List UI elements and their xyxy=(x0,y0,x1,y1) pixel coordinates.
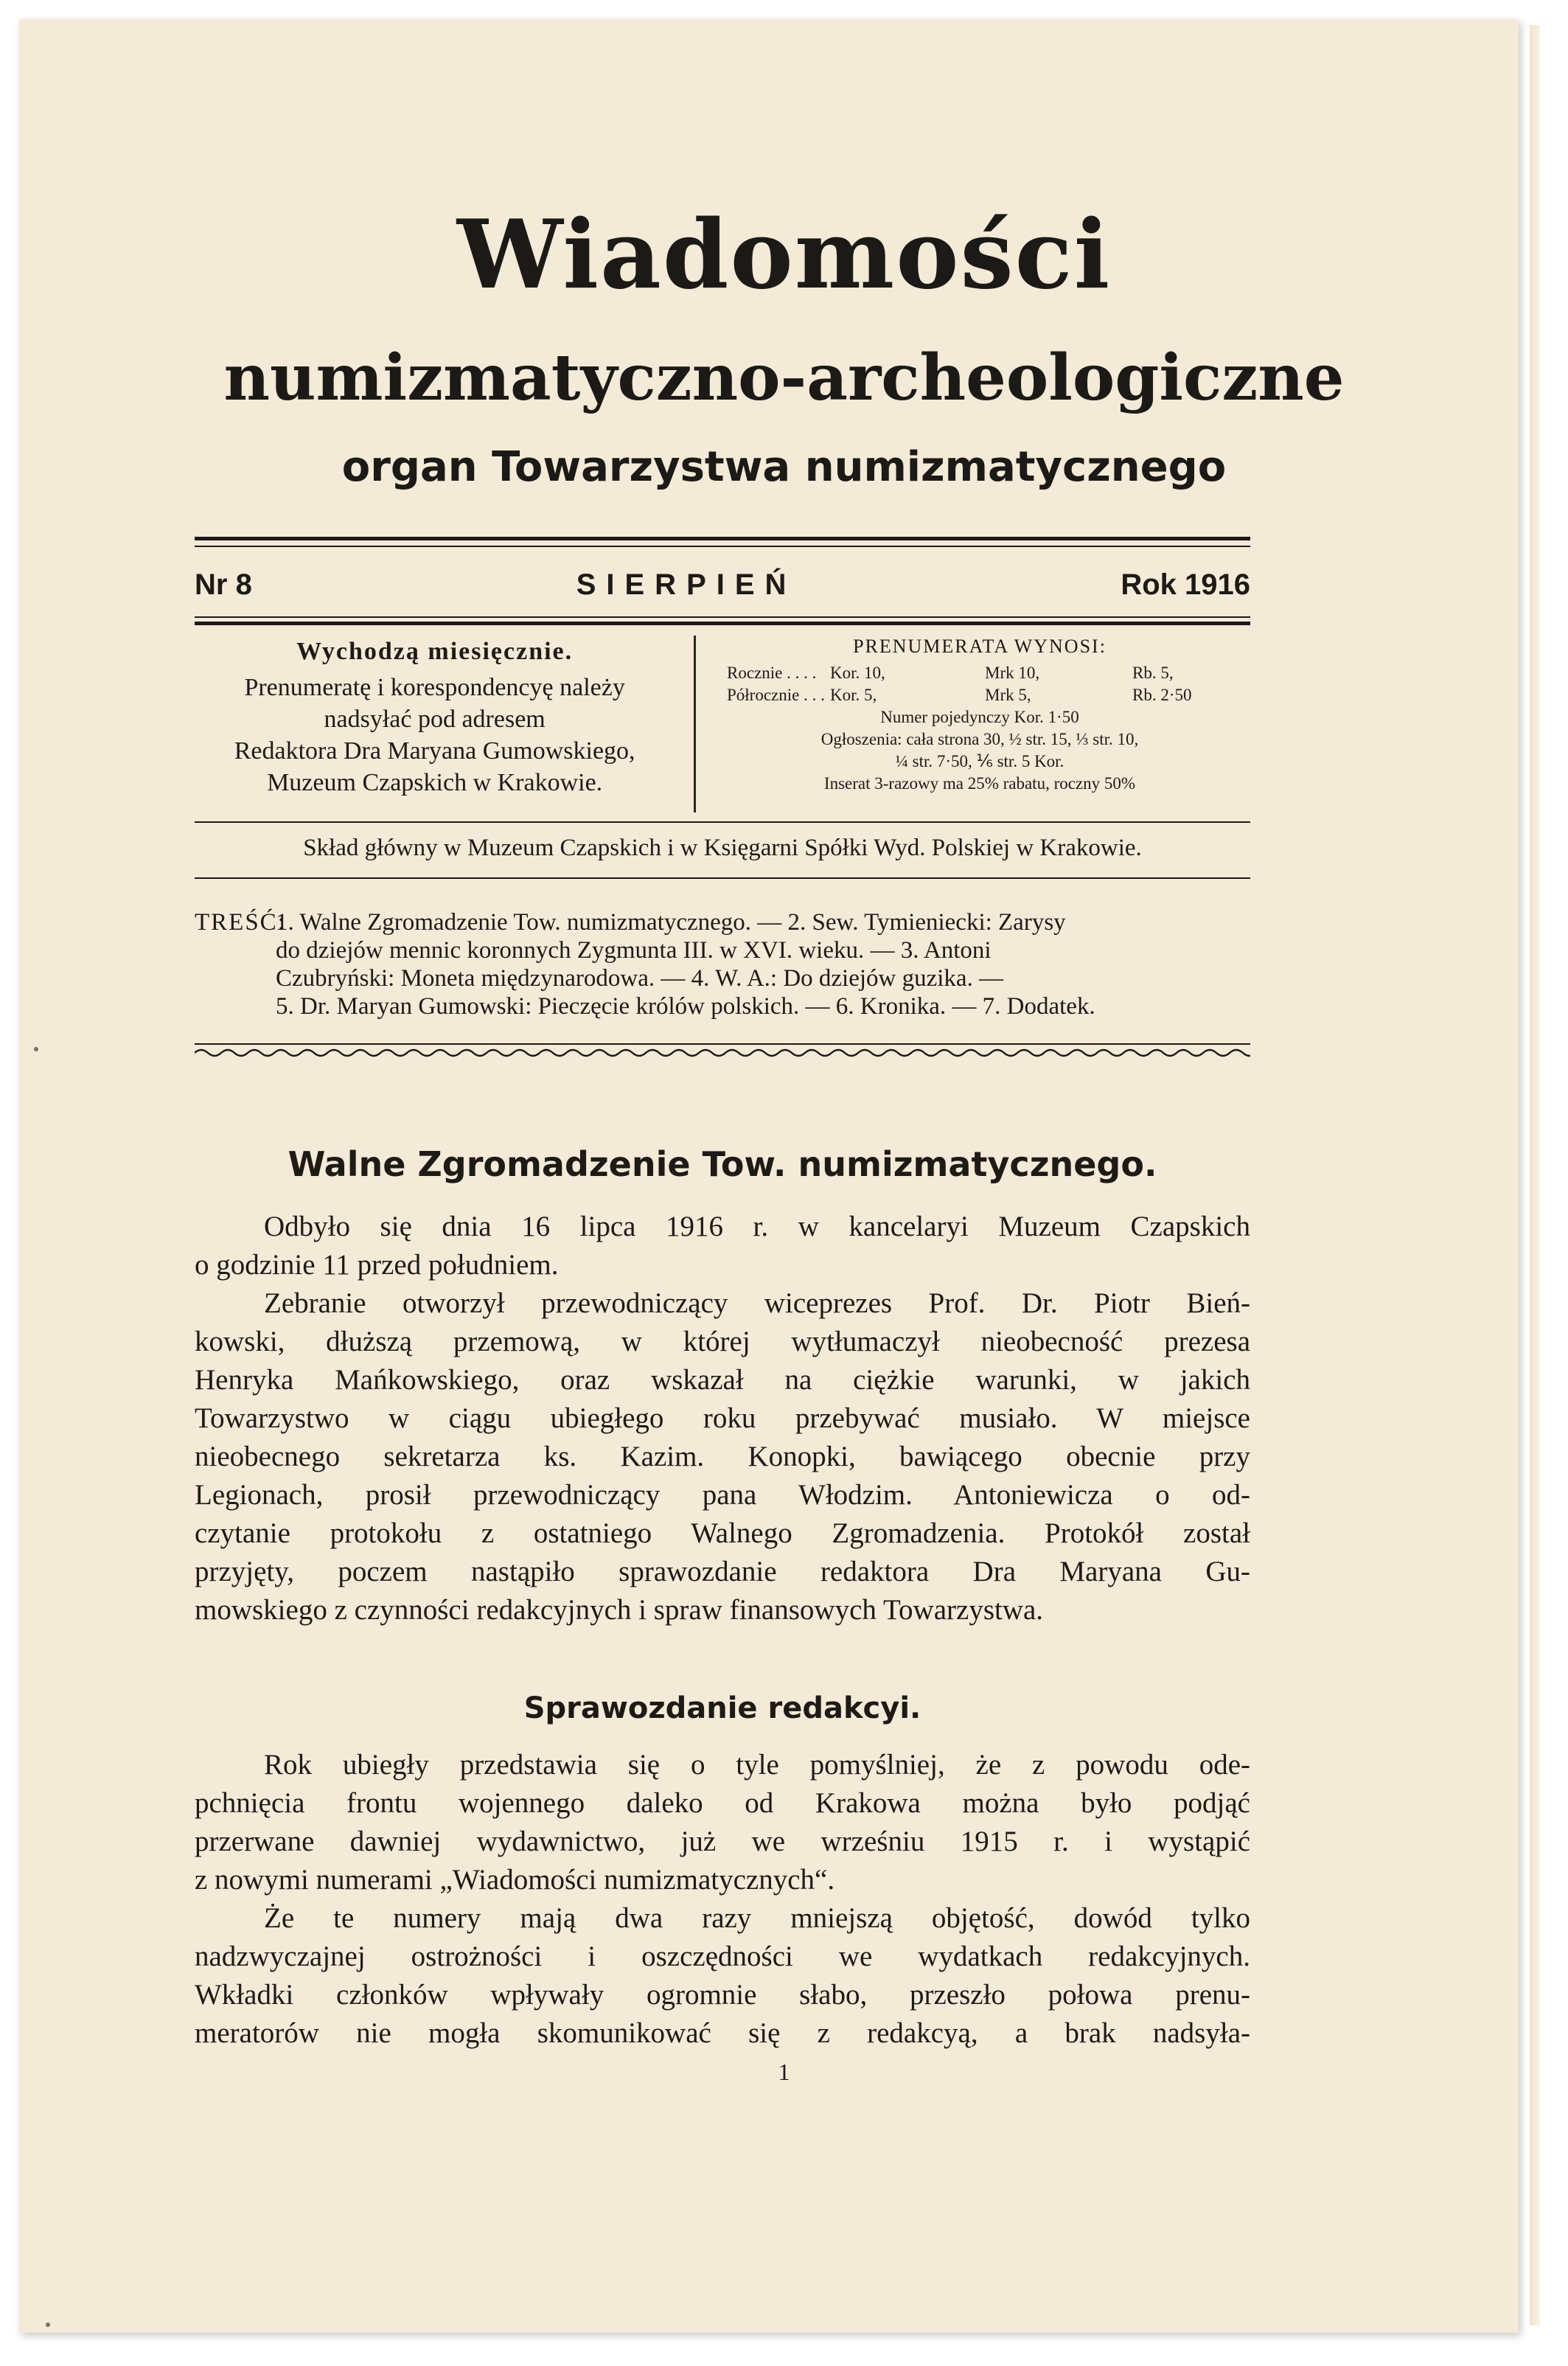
section-title: Sprawozdanie redakcyi. xyxy=(523,1691,921,1725)
top-rule-thick xyxy=(195,537,1250,540)
ads-line: ¼ str. 7·50, ⅙ str. 5 Kor. xyxy=(895,752,1065,770)
price-period: Rocznie . . . . xyxy=(727,664,817,682)
paragraph-line: Wkładki członków wpływały ogromnie słabo, przeszło połowa prenu- xyxy=(195,1979,1250,2011)
paragraph-line: kowski, dłuższą przemową, w której wytłumaczył nieobecność prezesa xyxy=(195,1326,1250,1357)
toc-line: do dziejów mennic koronnych Zygmunta III. w XVI. wieku. — 3. Antoni xyxy=(276,937,992,964)
publication-info xyxy=(195,636,675,813)
paper-speck xyxy=(46,2322,50,2327)
issue-month: SIERPIEŃ xyxy=(576,568,797,601)
journal-subtitle: numizmatyczno-archeologiczne xyxy=(223,341,1345,415)
price-rb: Rb. 5, xyxy=(1132,664,1174,682)
single-issue-price: Numer pojedynczy Kor. 1·50 xyxy=(880,708,1079,726)
toc-line: Czubryński: Moneta międzynarodowa. — 4. W. A.: Do dziejów guzika. — xyxy=(276,965,1004,992)
ads-line: Ogłoszenia: cała strona 30, ½ str. 15, ⅓ str. 10, xyxy=(820,730,1139,748)
article-title: Walne Zgromadzenie Tow. numizmatycznego. xyxy=(288,1144,1157,1184)
paragraph-line: Henryka Mańkowskiego, oraz wskazał na ciężkie warunki, w jakich xyxy=(195,1364,1250,1396)
journal-organ: organ Towarzystwa numizmatycznego xyxy=(341,443,1227,491)
paragraph-line: Legionach, prosił przewodniczący pana Włodzim. Antoniewicza o od- xyxy=(195,1479,1250,1511)
price-kor: Kor. 10, xyxy=(830,664,885,682)
issue-number: Nr 8 xyxy=(195,568,252,601)
toc-label: TREŚĆ: xyxy=(195,909,286,936)
subscription-info xyxy=(709,636,1250,813)
warehouse-line: Skład główny w Muzeum Czapskich i w Księgarni Spółki Wyd. Polskiej w Krakowie. xyxy=(303,835,1142,861)
price-rb: Rb. 2·50 xyxy=(1132,686,1192,704)
table-of-contents xyxy=(195,908,1250,1020)
toc-line: 5. Dr. Maryan Gumowski: Pieczęcie królów polskich. — 6. Kronika. — 7. Dodatek. xyxy=(276,993,1095,1020)
paper-speck xyxy=(34,1047,38,1051)
frequency-heading: Wychodzą miesięcznie. xyxy=(296,638,574,665)
paragraph-line: nieobecnego sekretarza ks. Kazim. Konopki, bawiącego obecnie przy xyxy=(195,1441,1250,1472)
journal-title: Wiadomości xyxy=(456,200,1112,310)
issue-rule-thin xyxy=(195,616,1250,618)
info-line: Muzeum Czapskich w Krakowie. xyxy=(267,769,603,796)
warehouse-rule xyxy=(195,877,1250,879)
subscription-table xyxy=(727,662,1250,706)
paragraph-line: Towarzystwo w ciągu ubiegłego roku przebywać musiało. W miejsce xyxy=(195,1402,1250,1434)
issue-year: Rok 1916 xyxy=(1121,568,1250,601)
paragraph-line: Zebranie otworzył przewodniczący wiceprezes Prof. Dr. Piotr Bień- xyxy=(264,1287,1250,1319)
paragraph-line: z nowymi numerami „Wiadomości numizmatycznych“. xyxy=(195,1864,835,1896)
info-rule xyxy=(195,821,1250,823)
article-paragraph xyxy=(195,1746,1250,1899)
toc-line: 1. Walne Zgromadzenie Tow. numizmatycznego. — 2. Sew. Tymieniecki: Zarysy xyxy=(276,909,1066,936)
paragraph-line: nadzwyczajnej ostrożności i oszczędności we wydatkach redakcyjnych. xyxy=(195,1941,1250,1972)
top-rule-thin xyxy=(195,546,1250,547)
toc-body xyxy=(276,908,1250,1020)
info-line: nadsyłać pod adresem xyxy=(324,706,546,733)
paragraph-line: o godzinie 11 przed południem. xyxy=(195,1249,559,1281)
subscription-heading: PRENUMERATA WYNOSI: xyxy=(853,636,1107,657)
info-line: Prenumeratę i korespondencyę należy xyxy=(244,674,625,701)
article-paragraph xyxy=(195,1284,1250,1629)
price-mrk: Mrk 10, xyxy=(985,664,1040,682)
ads-line: Inserat 3-razowy ma 25% rabatu, roczny 50% xyxy=(823,774,1136,793)
info-line: Redaktora Dra Maryana Gumowskiego, xyxy=(234,737,635,765)
price-mrk: Mrk 5, xyxy=(985,686,1031,704)
info-box xyxy=(195,636,1250,813)
paragraph-line: przerwane dawniej wydawnictwo, już we wrześniu 1915 r. i wystąpić xyxy=(195,1826,1250,1857)
issue-line xyxy=(195,559,1250,610)
paragraph-line: Rok ubiegły przedstawia się o tyle pomyślniej, że z powodu ode- xyxy=(264,1749,1250,1781)
paragraph-line: Odbyło się dnia 16 lipca 1916 r. w kancelaryi Muzeum Czapskich xyxy=(264,1211,1250,1242)
paragraph-line: Że te numery mają dwa razy mniejszą objętość, dowód tylko xyxy=(264,1902,1250,1934)
article-paragraph xyxy=(195,1208,1250,1284)
info-divider xyxy=(694,636,696,813)
page-number: 1 xyxy=(778,2059,790,2085)
issue-rule-thick xyxy=(195,622,1250,625)
article-paragraph xyxy=(195,1899,1250,2053)
price-period: Półrocznie . . . xyxy=(727,686,825,704)
price-kor: Kor. 5, xyxy=(830,686,877,704)
paragraph-line: mowskiego z czynności redakcyjnych i spraw finansowych Towarzystwa. xyxy=(195,1594,1044,1626)
paragraph-line: pchnięcia frontu wojennego daleko od Krakowa można było podjąć xyxy=(195,1787,1250,1819)
wavy-divider xyxy=(195,1043,1250,1060)
paragraph-line: czytanie protokołu z ostatniego Walnego Zgromadzenia. Protokół został xyxy=(195,1517,1250,1549)
paragraph-line: meratorów nie mogła skomunikować się z redakcyą, a brak nadsyła- xyxy=(195,2017,1250,2049)
paragraph-line: przyjęty, poczem nastąpiło sprawozdanie redaktora Dra Maryana Gu- xyxy=(195,1556,1250,1587)
